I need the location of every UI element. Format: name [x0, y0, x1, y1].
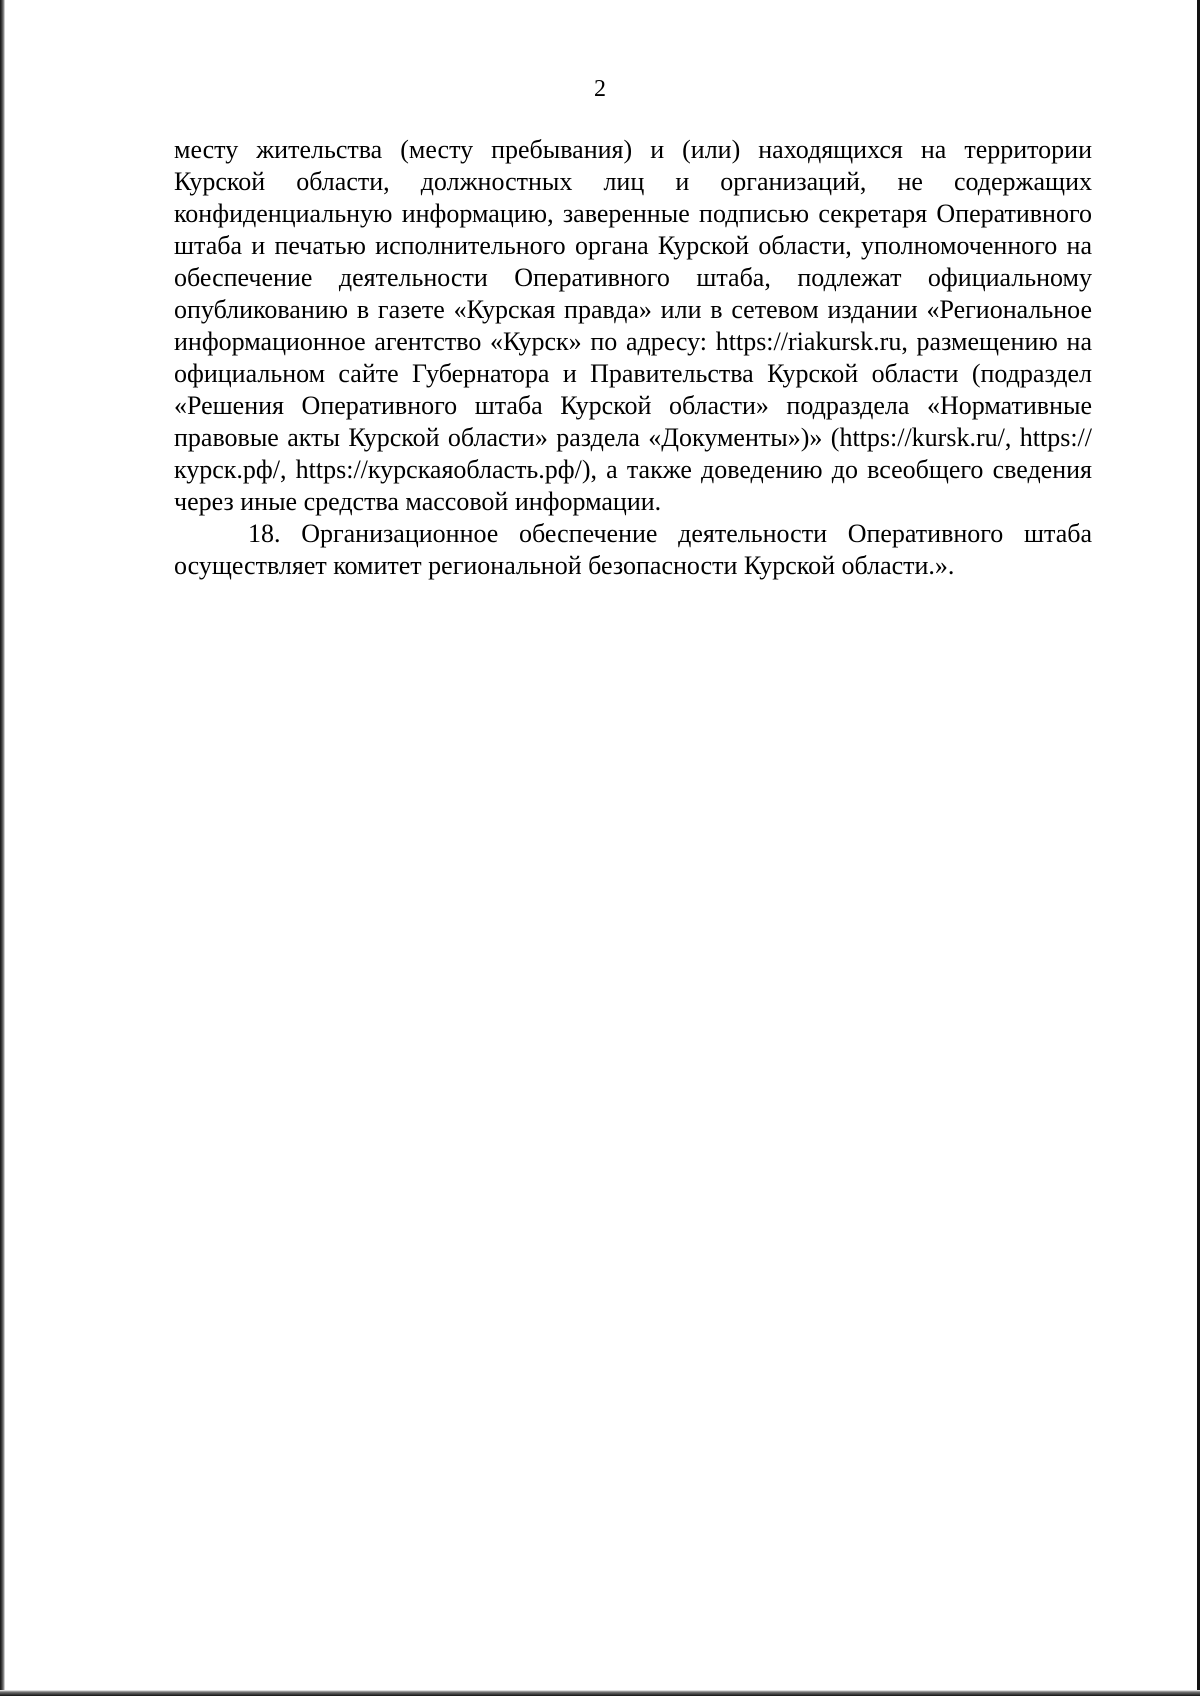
paragraph-item-18: 18. Организационное обеспечение деятельности Оперативного штаба осуществляет комитет региональной безопасности Курской области.». [174, 519, 1092, 580]
page-number: 2 [594, 76, 606, 102]
scan-edge-bottom [0, 1690, 1200, 1696]
document-body [174, 134, 1092, 582]
scan-edge-left [0, 0, 5, 1696]
paragraph-continuation: месту жительства (месту пребывания) и (или) находящихся на территории Курской области, должностных лиц и организаций, не содержащих конфиденциальную информацию, заверенные подписью секретаря Оперативного штаба и печатью исполнительного органа Курской области, уполномоченного на обеспечение деятельности Оперативного штаба, подлежат официальному опубликованию в газете «Курская правда» или в сетевом издании «Региональное информационное агентство «Курск» по адресу: https://riakursk.ru, размещению на официальном сайте Губернатора и Правительства Курской области (подраздел «Решения Оперативного штаба Курской области» подраздела «Нормативные правовые акты Курской области» раздела «Документы»)» (https://kursk.ru/, https://курск.рф/, https://курскаяобласть.рф/), а также доведению до всеобщего сведения через иные средства массовой информации. [174, 135, 1092, 516]
